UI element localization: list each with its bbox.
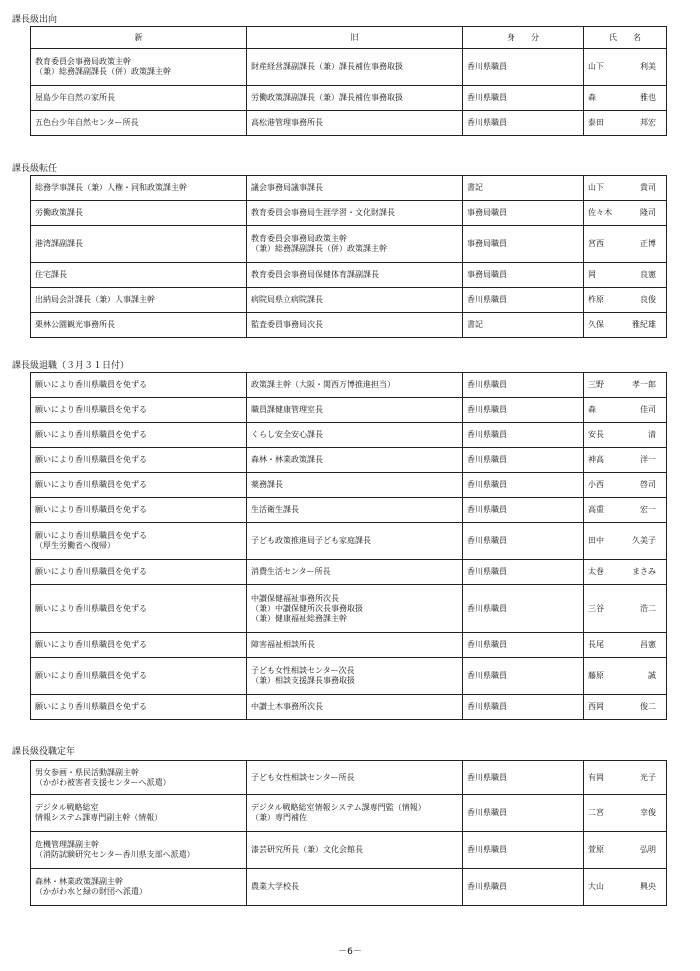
- table-row: [31, 523, 667, 560]
- cell-old: 病院局県立病院課長: [247, 288, 463, 313]
- cell-new: 教育委員会事務局政策主幹 （兼）総務課副課長（併）政策課主幹: [31, 49, 247, 86]
- given-name: 興央: [640, 882, 656, 891]
- cell-name: [584, 473, 667, 498]
- cell-old: 中讃土木事務所次長: [247, 695, 463, 720]
- cell-new: 願いにより香川県職員を免ずる: [31, 585, 247, 633]
- cell-old: 子ども女性相談センター次長 （兼）相談支援課長事務取扱: [247, 658, 463, 695]
- cell-new: 男女参画・県民活動課副主幹 （かがわ被害者支援センターへ派遣）: [31, 761, 247, 795]
- given-name: 俊二: [640, 702, 656, 711]
- family-name: 長尾: [588, 640, 604, 649]
- cell-status: 香川県職員: [463, 695, 584, 720]
- cell-status: 香川県職員: [463, 423, 584, 448]
- family-name: 森: [588, 405, 596, 414]
- table-retirement: [30, 372, 667, 720]
- cell-new: 労働政策課長: [31, 201, 247, 226]
- given-name: 良俊: [640, 295, 656, 304]
- cell-status: 書記: [463, 176, 584, 201]
- cell-name: [584, 423, 667, 448]
- given-name: 邦宏: [640, 118, 656, 127]
- cell-old: 農業大学校長: [247, 869, 463, 906]
- family-name: 神高: [588, 455, 604, 464]
- cell-old: 議会事務局議事課長: [247, 176, 463, 201]
- cell-old: 労働政策課副課長（兼）課長補佐事務取扱: [247, 86, 463, 111]
- given-name: 貴司: [640, 183, 656, 192]
- table-mandatory-retirement: [30, 760, 667, 906]
- cell-status: 事務局職員: [463, 263, 584, 288]
- table-row: [31, 560, 667, 585]
- table-transfer: [30, 175, 667, 338]
- cell-old: 生活衛生課長: [247, 498, 463, 523]
- cell-old: 政策課主幹（大阪・関西万博推進担当）: [247, 373, 463, 398]
- cell-old: 教育委員会事務局保健体育課副課長: [247, 263, 463, 288]
- cell-new: 願いにより香川県職員を免ずる: [31, 658, 247, 695]
- cell-status: 香川県職員: [463, 795, 584, 832]
- family-name: 三谷: [588, 603, 604, 613]
- given-name: 孝一郎: [632, 380, 656, 389]
- cell-new: 願いにより香川県職員を免ずる: [31, 373, 247, 398]
- cell-new: 屋島少年自然の家所長: [31, 86, 247, 111]
- cell-status: 事務局職員: [463, 226, 584, 263]
- family-name: 田中: [588, 536, 604, 545]
- cell-old: 高松港管理事務所長: [247, 111, 463, 136]
- table-row: [31, 473, 667, 498]
- table-row: [31, 423, 667, 448]
- cell-new: 願いにより香川県職員を免ずる: [31, 448, 247, 473]
- table-row: [31, 695, 667, 720]
- cell-new: 五色台少年自然センター所長: [31, 111, 247, 136]
- given-name: 誠: [648, 671, 656, 680]
- cell-name: [584, 869, 667, 906]
- given-name: 正博: [640, 239, 656, 248]
- cell-name: [584, 448, 667, 473]
- given-name: 昌憲: [640, 640, 656, 649]
- table-row: [31, 448, 667, 473]
- cell-old: 教育委員会事務局政策主幹 （兼）総務課副課長（併）政策課主幹: [247, 226, 463, 263]
- family-name: 佐々木: [588, 208, 612, 217]
- header-old: 旧: [247, 27, 463, 49]
- table-row: [31, 226, 667, 263]
- cell-name: [584, 398, 667, 423]
- family-name: 三野: [588, 380, 604, 389]
- family-name: 西岡: [588, 702, 604, 711]
- cell-status: 香川県職員: [463, 585, 584, 633]
- family-name: 泰田: [588, 118, 604, 127]
- given-name: 佳司: [640, 405, 656, 414]
- cell-name: [584, 49, 667, 86]
- cell-old: 中讃保健福祉事務所次長 （兼）中讃保健所次長事務取扱 （兼）健康福祉総務課主幹: [247, 585, 463, 633]
- cell-status: 香川県職員: [463, 498, 584, 523]
- cell-old: 森林・林業政策課長: [247, 448, 463, 473]
- cell-new: 森林・林業政策課副主幹 （かがわ水と緑の財団へ派遣）: [31, 869, 247, 906]
- given-name: 利美: [640, 62, 656, 71]
- cell-status: 香川県職員: [463, 288, 584, 313]
- cell-old: 消費生活センター所長: [247, 560, 463, 585]
- cell-old: くらし安全安心課長: [247, 423, 463, 448]
- cell-old: 障害福祉相談所長: [247, 633, 463, 658]
- cell-new: デジタル戦略総室 情報システム課専門副主幹（情報）: [31, 795, 247, 832]
- family-name: 安長: [588, 430, 604, 439]
- cell-name: [584, 373, 667, 398]
- cell-old: 子ども政策推進局子ども家庭課長: [247, 523, 463, 560]
- table-row: [31, 288, 667, 313]
- given-name: 洋一: [640, 455, 656, 464]
- table-row: [31, 795, 667, 832]
- cell-new: 願いにより香川県職員を免ずる: [31, 695, 247, 720]
- cell-name: [584, 176, 667, 201]
- cell-old: 漆芸研究所長（兼）文化会館長: [247, 832, 463, 869]
- cell-new: 願いにより香川県職員を免ずる: [31, 560, 247, 585]
- cell-new: 総務学事課長（兼）人権・同和政策課主幹: [31, 176, 247, 201]
- table-row: [31, 49, 667, 86]
- cell-new: 願いにより香川県職員を免ずる （厚生労働省へ復帰）: [31, 523, 247, 560]
- cell-name: [584, 633, 667, 658]
- family-name: 太巻: [588, 567, 604, 576]
- cell-name: [584, 832, 667, 869]
- cell-new: 願いにより香川県職員を免ずる: [31, 398, 247, 423]
- cell-name: [584, 761, 667, 795]
- table-row: [31, 832, 667, 869]
- given-name: 啓司: [640, 480, 656, 489]
- family-name: 藤原: [588, 671, 604, 680]
- table-row: [31, 111, 667, 136]
- family-name: 有岡: [588, 772, 604, 782]
- table-header-row: [31, 27, 667, 49]
- cell-name: [584, 658, 667, 695]
- given-name: 弘明: [640, 845, 656, 854]
- header-new: 新: [31, 27, 247, 49]
- cell-status: 香川県職員: [463, 761, 584, 795]
- family-name: 岡: [588, 270, 596, 279]
- cell-status: 香川県職員: [463, 49, 584, 86]
- family-name: 宮西: [588, 239, 604, 248]
- family-name: 久保: [588, 320, 604, 329]
- cell-name: [584, 560, 667, 585]
- table-row: [31, 658, 667, 695]
- cell-status: 香川県職員: [463, 86, 584, 111]
- table-row: [31, 201, 667, 226]
- family-name: 大山: [588, 882, 604, 891]
- cell-name: [584, 498, 667, 523]
- cell-old: 財産経営課副課長（兼）課長補佐事務取扱: [247, 49, 463, 86]
- table-row: [31, 633, 667, 658]
- cell-new: 住宅課長: [31, 263, 247, 288]
- page-number: －6－: [338, 947, 362, 957]
- section-title-transfer: 課長級転任: [12, 164, 58, 174]
- cell-status: 香川県職員: [463, 560, 584, 585]
- family-name: 二宮: [588, 808, 604, 817]
- cell-status: 香川県職員: [463, 473, 584, 498]
- cell-status: 香川県職員: [463, 398, 584, 423]
- cell-status: 香川県職員: [463, 633, 584, 658]
- cell-name: [584, 795, 667, 832]
- family-name: 萱原: [588, 845, 604, 854]
- cell-new: 危機管理課副主幹 （消防試験研究センター香川県支部へ派遣）: [31, 832, 247, 869]
- cell-status: 香川県職員: [463, 869, 584, 906]
- section-title-mandatory-retirement: 課長級役職定年: [12, 747, 76, 757]
- cell-status: 香川県職員: [463, 832, 584, 869]
- given-name: 浩二: [640, 603, 656, 613]
- cell-status: 香川県職員: [463, 658, 584, 695]
- cell-name: [584, 86, 667, 111]
- cell-name: [584, 695, 667, 720]
- cell-status: 香川県職員: [463, 448, 584, 473]
- cell-new: 栗林公園観光事務所長: [31, 313, 247, 338]
- cell-old: 子ども女性相談センター所長: [247, 761, 463, 795]
- header-name: 氏 名: [584, 27, 667, 49]
- given-name: 雅也: [640, 93, 656, 102]
- cell-status: 香川県職員: [463, 523, 584, 560]
- cell-new: 願いにより香川県職員を免ずる: [31, 423, 247, 448]
- family-name: 高重: [588, 505, 604, 514]
- given-name: 隆司: [640, 208, 656, 217]
- given-name: まさみ: [632, 567, 656, 576]
- given-name: 清: [648, 430, 656, 439]
- table-row: [31, 176, 667, 201]
- cell-old: 監査委員事務局次長: [247, 313, 463, 338]
- cell-name: [584, 288, 667, 313]
- cell-status: 香川県職員: [463, 373, 584, 398]
- cell-new: 出納局会計課長（兼）人事課主幹: [31, 288, 247, 313]
- cell-name: [584, 226, 667, 263]
- cell-old: デジタル戦略総室情報システム課専門監（情報） （兼）専門補佐: [247, 795, 463, 832]
- header-status: 身 分: [463, 27, 584, 49]
- section-title-retirement: 課長級退職（３月３１日付）: [12, 361, 130, 371]
- cell-status: 書記: [463, 313, 584, 338]
- cell-name: [584, 263, 667, 288]
- table-row: [31, 86, 667, 111]
- family-name: 山下: [588, 183, 604, 192]
- given-name: 宏一: [640, 505, 656, 514]
- table-row: [31, 373, 667, 398]
- cell-name: [584, 111, 667, 136]
- table-row: [31, 398, 667, 423]
- table-row: [31, 761, 667, 795]
- cell-new: 願いにより香川県職員を免ずる: [31, 498, 247, 523]
- family-name: 小西: [588, 480, 604, 489]
- given-name: 雅紀雄: [632, 320, 656, 329]
- family-name: 森: [588, 93, 596, 102]
- cell-new: 港湾課副課長: [31, 226, 247, 263]
- cell-new: 願いにより香川県職員を免ずる: [31, 473, 247, 498]
- family-name: 山下: [588, 62, 604, 71]
- section-title-secondment: 課長級出向: [12, 15, 58, 25]
- given-name: 久美子: [632, 536, 656, 545]
- cell-name: [584, 585, 667, 633]
- table-secondment: [30, 26, 667, 136]
- cell-old: 職員課健康管理室長: [247, 398, 463, 423]
- table-row: [31, 313, 667, 338]
- given-name: 良憲: [640, 270, 656, 279]
- given-name: 光子: [640, 772, 656, 782]
- family-name: 柞原: [588, 295, 604, 304]
- cell-new: 願いにより香川県職員を免ずる: [31, 633, 247, 658]
- cell-name: [584, 313, 667, 338]
- cell-old: 薬務課長: [247, 473, 463, 498]
- cell-status: 香川県職員: [463, 111, 584, 136]
- cell-status: 事務局職員: [463, 201, 584, 226]
- table-row: [31, 585, 667, 633]
- table-row: [31, 869, 667, 906]
- cell-name: [584, 523, 667, 560]
- cell-name: [584, 201, 667, 226]
- table-row: [31, 498, 667, 523]
- cell-old: 教育委員会事務局生涯学習・文化財課長: [247, 201, 463, 226]
- table-row: [31, 263, 667, 288]
- given-name: 幸俊: [640, 808, 656, 817]
